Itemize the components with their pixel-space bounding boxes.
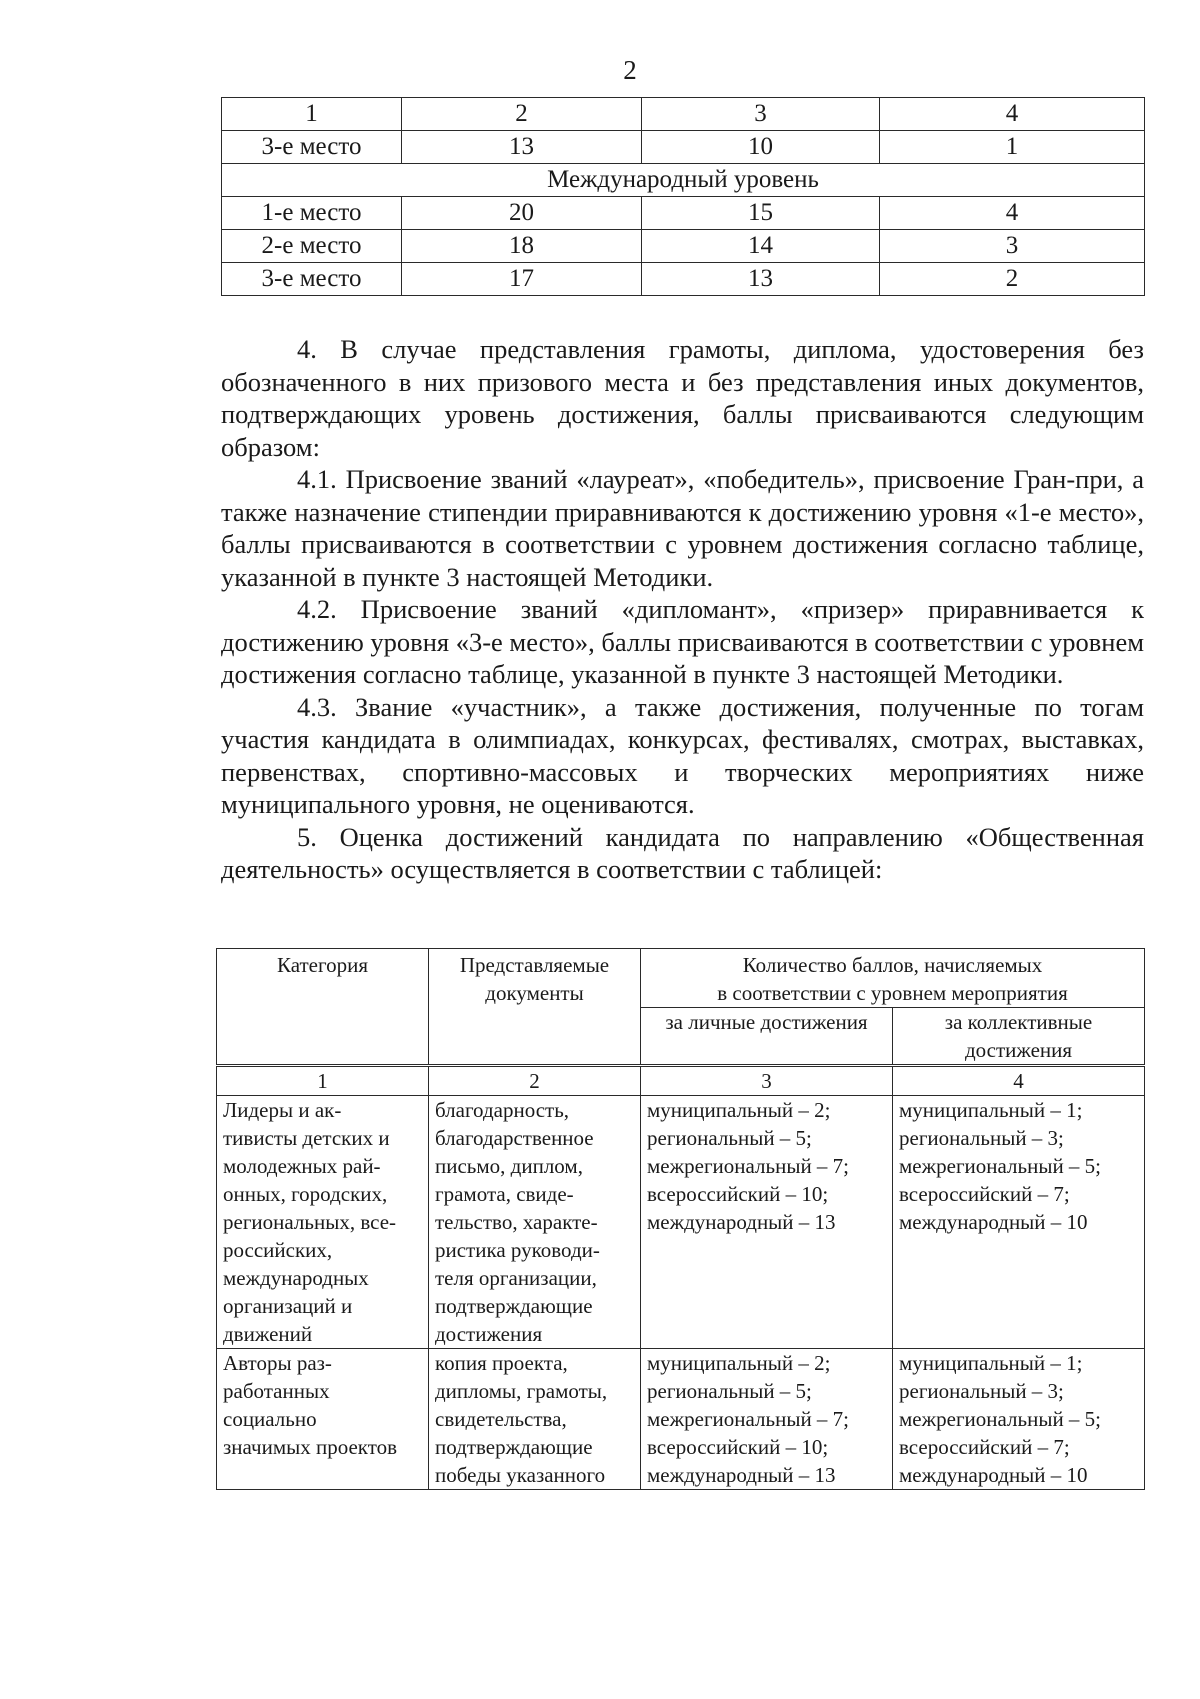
value-cell: 15 — [642, 197, 880, 230]
documents-cell: благодарность, благодарственное письмо, диплом, грамота, свиде- тельство, характе- ристика руководи- теля организации, подтверждающие достижения — [429, 1096, 641, 1349]
value-cell: 2 — [880, 263, 1145, 296]
table-row — [217, 1349, 1145, 1490]
page-number: 2 — [623, 55, 637, 85]
column-number: 3 — [642, 98, 880, 131]
body-text — [221, 333, 1144, 886]
paragraph-5: 5. Оценка достижений кандидата по направлению «Общественная деятельность» осуществляется в соответствии с таблицей: — [221, 821, 1144, 884]
value-cell: 18 — [402, 230, 642, 263]
paragraph-4-3: 4.3. Звание «участник», а также достижения, полученные по тогам участия кандидата в олимпиадах, конкурсах, фестивалях, смотрах, выставках, первенствах, спортивно-массовых и творческих мероприятиях ниже муниципального уровня, не оцениваются. — [221, 691, 1144, 819]
column-number: 1 — [217, 1066, 429, 1096]
table-row — [222, 230, 1145, 263]
section-row — [222, 164, 1145, 197]
header-personal: за личные достижения — [641, 1008, 893, 1066]
paragraph-4-2: 4.2. Присвоение званий «дипломант», «призер» приравнивается к достижению уровня «3-е место», баллы присваиваются в соответствии с уровнем достижения согласно таблице, указанной в пункте 3 настоящей Методики. — [221, 594, 1144, 689]
section-label: Международный уровень — [222, 164, 1145, 197]
table-row — [222, 131, 1145, 164]
table-number-row — [217, 1066, 1145, 1096]
personal-points-cell: муниципальный – 2; региональный – 5; межрегиональный – 7; всероссийский – 10; международный – 13 — [641, 1096, 893, 1349]
header-points: Количество баллов, начисляемых в соответствии с уровнем мероприятия — [641, 949, 1145, 1008]
place-cell: 2-е место — [222, 230, 402, 263]
category-cell: Лидеры и ак- тивисты детских и молодежных рай- онных, городских, региональных, все- российских, международных организаций и движений — [217, 1096, 429, 1349]
header-documents: Представляемые документы — [429, 949, 641, 1066]
collective-points-cell: муниципальный – 1; региональный – 3; межрегиональный – 5; всероссийский – 7; международный – 10 — [893, 1349, 1145, 1490]
value-cell: 10 — [642, 131, 880, 164]
social-activity-table — [216, 948, 1145, 1490]
table-header-row — [222, 98, 1145, 131]
documents-cell: копия проекта, дипломы, грамоты, свидетельства, подтверждающие победы указанного — [429, 1349, 641, 1490]
value-cell: 13 — [402, 131, 642, 164]
table-header-row — [217, 949, 1145, 1008]
table-row — [222, 263, 1145, 296]
value-cell: 13 — [642, 263, 880, 296]
table-row — [222, 197, 1145, 230]
value-cell: 3 — [880, 230, 1145, 263]
column-number: 4 — [893, 1066, 1145, 1096]
place-cell: 1-е место — [222, 197, 402, 230]
points-table-top — [221, 97, 1145, 296]
header-category: Категория — [217, 949, 429, 1066]
paragraph-4: 4. В случае представления грамоты, диплома, удостоверения без обозначенного в них призового места и без представления иных документов, подтверждающих уровень достижения, баллы присваиваются следующим образом: — [221, 334, 1144, 462]
column-number: 2 — [429, 1066, 641, 1096]
column-number: 1 — [222, 98, 402, 131]
column-number: 4 — [880, 98, 1145, 131]
category-cell: Авторы раз- работанных социально значимых проектов — [217, 1349, 429, 1490]
value-cell: 4 — [880, 197, 1145, 230]
place-cell: 3-е место — [222, 263, 402, 296]
collective-points-cell: муниципальный – 1; региональный – 3; межрегиональный – 5; всероссийский – 7; международный – 10 — [893, 1096, 1145, 1349]
column-number: 2 — [402, 98, 642, 131]
column-number: 3 — [641, 1066, 893, 1096]
table-row — [217, 1096, 1145, 1349]
value-cell: 17 — [402, 263, 642, 296]
value-cell: 20 — [402, 197, 642, 230]
value-cell: 14 — [642, 230, 880, 263]
personal-points-cell: муниципальный – 2; региональный – 5; межрегиональный – 7; всероссийский – 10; международный – 13 — [641, 1349, 893, 1490]
header-collective: за коллективные достижения — [893, 1008, 1145, 1066]
place-cell: 3-е место — [222, 131, 402, 164]
value-cell: 1 — [880, 131, 1145, 164]
paragraph-4-1: 4.1. Присвоение званий «лауреат», «победитель», присвоение Гран-при, а также назначение стипендии приравниваются к достижению уровня «1-е место», баллы присваиваются в соответствии с уровнем достижения согласно таблице, указанной в пункте 3 настоящей Методики. — [221, 464, 1144, 592]
